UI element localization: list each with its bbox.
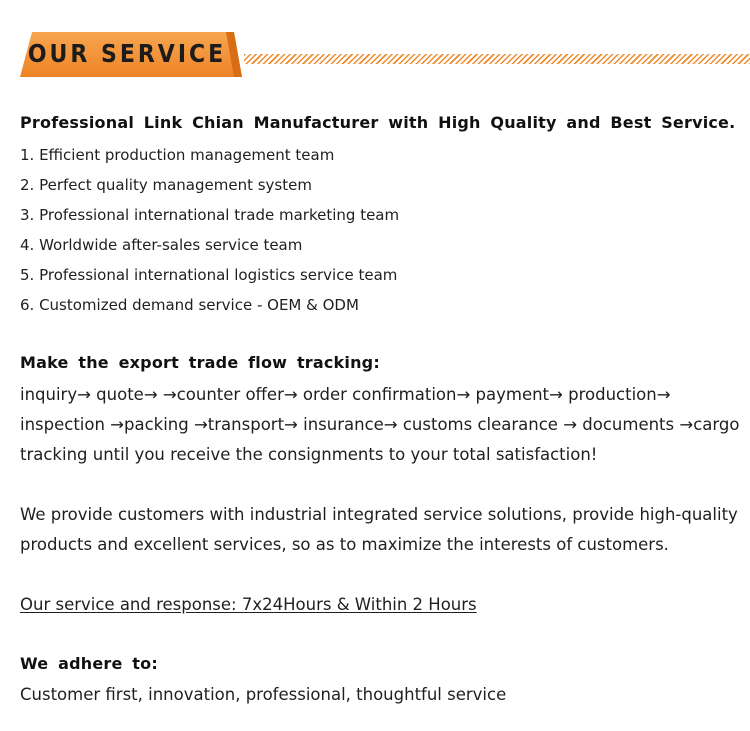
decorative-stripe: [244, 54, 750, 64]
tracking-heading: Make the export trade flow tracking:: [20, 353, 380, 372]
list-item: 4. Worldwide after-sales service team: [20, 236, 303, 254]
tracking-line: inspection →packing →transport→ insurance→ customs clearance → documents →cargo: [20, 415, 740, 434]
list-item: 3. Professional international trade marketing team: [20, 206, 400, 224]
adhere-text: Customer first, innovation, professional, thoughtful service: [20, 685, 507, 704]
solutions-line: We provide customers with industrial integrated service solutions, provide high-quality: [20, 505, 738, 524]
list-item: 2. Perfect quality management system: [20, 176, 312, 194]
tracking-line: tracking until you receive the consignments to your total satisfaction!: [20, 445, 598, 464]
solutions-line: products and excellent services, so as to maximize the interests of customers.: [20, 535, 669, 554]
section-banner: [20, 32, 242, 77]
adhere-heading: We adhere to:: [20, 654, 158, 673]
list-item: 1. Efficient production management team: [20, 146, 335, 164]
tracking-line: inquiry→ quote→ →counter offer→ order confirmation→ payment→ production→: [20, 385, 671, 404]
banner-title: OUR SERVICE: [27, 40, 227, 69]
intro-heading: Professional Link Chian Manufacturer with High Quality and Best Service.: [20, 113, 736, 132]
response-text: Our service and response: 7x24Hours & Within 2 Hours: [20, 595, 477, 614]
list-item: 5. Professional international logistics service team: [20, 266, 398, 284]
list-item: 6. Customized demand service - OEM & ODM: [20, 296, 359, 314]
